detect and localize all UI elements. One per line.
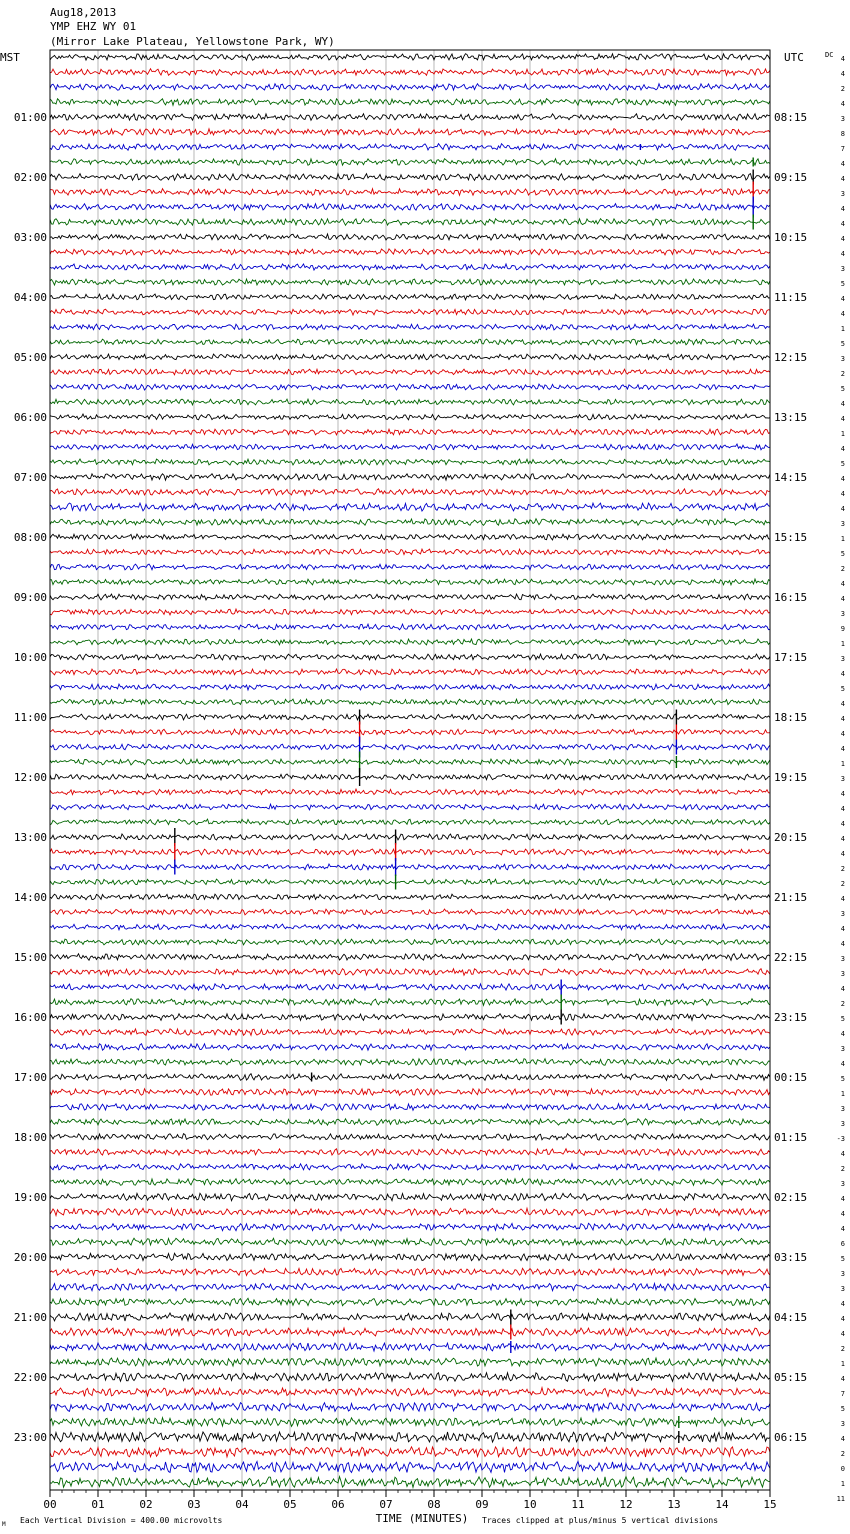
x-tick-label: 10 <box>523 1498 537 1511</box>
dc-offset-value: 1 <box>840 1360 845 1368</box>
trace-line <box>50 1343 770 1351</box>
dc-offset-value: 5 <box>840 280 845 288</box>
trace-line <box>50 1029 770 1036</box>
left-hour-label: 03:00 <box>13 231 47 244</box>
station-code: YMP EHZ WY 01 <box>50 20 137 33</box>
trace-line <box>50 969 770 976</box>
dc-offset-value: 2 <box>840 880 845 888</box>
dc-offset-value: 1 <box>840 535 845 543</box>
trace-line <box>50 1223 770 1230</box>
trace-line <box>50 909 770 915</box>
dc-offset-value: 4 <box>840 70 845 78</box>
trace-line <box>50 654 770 660</box>
dc-offset-value: 3 <box>840 910 845 918</box>
trace-line <box>50 204 770 211</box>
trace-line <box>50 339 770 345</box>
dc-offset-value: 4 <box>840 595 845 603</box>
dc-offset-value: 3 <box>840 970 845 978</box>
dc-offset-value: 4 <box>840 745 845 753</box>
dc-offset-value: 3 <box>840 190 845 198</box>
clip-note: Traces clipped at plus/minus 5 vertical divisions <box>482 1516 719 1525</box>
dc-offset-value: 4 <box>840 1375 845 1383</box>
x-axis-title: TIME (MINUTES) <box>375 1512 469 1525</box>
trace-line <box>50 744 770 750</box>
right-hour-label: 09:15 <box>774 171 808 184</box>
trace-line <box>50 879 770 885</box>
left-hour-label: 21:00 <box>13 1311 47 1324</box>
dc-offset-value: 4 <box>840 205 845 213</box>
trace-line <box>50 609 770 615</box>
trace-line <box>50 354 770 360</box>
dc-offset-value: 3 <box>840 115 845 123</box>
dc-offset-value: 3 <box>840 1420 845 1428</box>
left-hour-labels <box>14 111 47 1444</box>
dc-offset-value: 3 <box>840 775 845 783</box>
trace-line <box>50 1164 770 1170</box>
trace-line <box>50 429 770 435</box>
right-hour-label: 18:15 <box>774 711 808 724</box>
dc-offset-value: 3 <box>840 265 845 273</box>
trace-line <box>50 159 770 166</box>
right-hour-label: 02:15 <box>774 1191 808 1204</box>
left-hour-label: 12:00 <box>13 771 47 784</box>
dc-offset-value: 3 <box>840 1270 845 1278</box>
trace-line <box>50 864 770 870</box>
dc-offset-value: 4 <box>840 700 845 708</box>
trace-line <box>50 699 770 705</box>
dc-offset-value: 5 <box>840 1405 845 1413</box>
trace-line <box>50 1313 770 1321</box>
trace-line <box>50 819 770 825</box>
trace-line <box>50 309 770 315</box>
left-hour-label: 23:00 <box>13 1431 47 1444</box>
dc-offset-labels <box>837 55 845 1503</box>
dc-offset-value: 5 <box>840 1255 845 1263</box>
dc-offset-value: 3 <box>840 955 845 963</box>
trace-line <box>50 1149 770 1156</box>
trace-line <box>50 264 770 270</box>
dc-offset-value: 4 <box>840 1300 845 1308</box>
trace-line <box>50 939 770 945</box>
dc-offset-value: 3 <box>840 1045 845 1053</box>
trace-line <box>50 324 770 330</box>
dc-offset-value: 4 <box>840 850 845 858</box>
right-hour-label: 15:15 <box>774 531 808 544</box>
trace-line <box>50 129 770 136</box>
dc-offset-value: 4 <box>840 1195 845 1203</box>
trace-line <box>50 54 770 60</box>
x-tick-label: 02 <box>139 1498 153 1511</box>
left-hour-label: 07:00 <box>13 471 47 484</box>
left-hour-label: 06:00 <box>13 411 47 424</box>
trace-line <box>50 1089 770 1096</box>
left-hour-label: 20:00 <box>13 1251 47 1264</box>
dc-offset-value: 0 <box>840 1465 845 1473</box>
dc-offset-value: 4 <box>840 505 845 513</box>
trace-line <box>50 1373 770 1382</box>
dc-column-label: DC <box>825 51 834 59</box>
left-hour-label: 08:00 <box>13 531 47 544</box>
corner-mark: M <box>2 1521 6 1528</box>
dc-offset-value: 4 <box>840 175 845 183</box>
trace-line <box>50 1059 770 1066</box>
trace-line <box>50 474 770 480</box>
trace-line <box>50 624 770 630</box>
dc-offset-value: 4 <box>840 730 845 738</box>
x-tick-label: 12 <box>619 1498 633 1511</box>
right-hour-label: 13:15 <box>774 411 808 424</box>
dc-offset-value: 4 <box>840 985 845 993</box>
dc-offset-value: 4 <box>840 1210 845 1218</box>
trace-line <box>50 1447 770 1457</box>
trace-line <box>50 579 770 585</box>
dc-offset-value: 4 <box>840 715 845 723</box>
dc-offset-value: 4 <box>840 580 845 588</box>
trace-line <box>50 84 770 91</box>
dc-offset-value: 3 <box>840 1285 845 1293</box>
chart-date: Aug18,2013 <box>50 6 117 19</box>
right-hour-label: 14:15 <box>774 471 808 484</box>
dc-offset-value: 4 <box>840 235 845 243</box>
trace-line <box>50 759 770 765</box>
trace-line <box>50 174 770 181</box>
dc-offset-value: 1 <box>840 430 845 438</box>
dc-offset-value: 4 <box>840 310 845 318</box>
x-tick-label: 13 <box>667 1498 681 1511</box>
dc-offset-value: 3 <box>840 1120 845 1128</box>
dc-offset-value: 4 <box>840 475 845 483</box>
dc-offset-value: 5 <box>840 685 845 693</box>
x-tick-label: 15 <box>763 1498 777 1511</box>
dc-offset-value: 1 <box>840 640 845 648</box>
right-hour-label: 08:15 <box>774 111 808 124</box>
trace-line <box>50 114 770 121</box>
trace-line <box>50 1074 770 1081</box>
dc-offset-value: 4 <box>840 790 845 798</box>
trace-line <box>50 1283 770 1290</box>
x-tick-label: 00 <box>43 1498 57 1511</box>
left-hour-label: 11:00 <box>13 711 47 724</box>
left-hour-label: 18:00 <box>13 1131 47 1144</box>
dc-offset-value: 4 <box>840 1435 845 1443</box>
x-tick-label: 04 <box>235 1498 249 1511</box>
trace-line <box>50 414 770 420</box>
dc-offset-value: 4 <box>840 1225 845 1233</box>
trace-line <box>50 369 770 375</box>
right-hour-label: 01:15 <box>774 1131 808 1144</box>
right-hour-label: 17:15 <box>774 651 808 664</box>
trace-line <box>50 1014 770 1021</box>
trace-line <box>50 503 770 511</box>
trace-line <box>50 99 770 106</box>
right-hour-label: 20:15 <box>774 831 808 844</box>
dc-offset-value: 2 <box>840 1345 845 1353</box>
trace-line <box>50 1193 770 1200</box>
dc-offset-value: 5 <box>840 1075 845 1083</box>
trace-line <box>50 549 770 555</box>
trace-line <box>50 444 770 450</box>
right-hour-label: 21:15 <box>774 891 808 904</box>
right-hour-label: 05:15 <box>774 1371 808 1384</box>
dc-offset-value: 5 <box>840 340 845 348</box>
trace-line <box>50 834 770 840</box>
dc-offset-value: 2 <box>840 1000 845 1008</box>
dc-offset-value: 4 <box>840 1315 845 1323</box>
trace-line <box>50 639 770 645</box>
dc-offset-value: 3 <box>840 355 845 363</box>
dc-offset-value: 3 <box>840 520 845 528</box>
trace-line <box>50 1179 770 1186</box>
dc-offset-value: 1 <box>840 325 845 333</box>
dc-offset-value: 5 <box>840 1015 845 1023</box>
dc-offset-value: 4 <box>840 250 845 258</box>
trace-line <box>50 249 770 255</box>
dc-offset-value: 6 <box>840 1240 845 1248</box>
right-hour-label: 16:15 <box>774 591 808 604</box>
left-hour-label: 13:00 <box>13 831 47 844</box>
trace-line <box>50 1104 770 1111</box>
trace-line <box>50 519 770 526</box>
dc-offset-value: 4 <box>840 940 845 948</box>
x-tick-label: 07 <box>379 1498 393 1511</box>
left-hour-label: 10:00 <box>13 651 47 664</box>
dc-offset-value: -3 <box>836 1135 845 1143</box>
x-tick-label: 01 <box>91 1498 105 1511</box>
left-hour-label: 09:00 <box>13 591 47 604</box>
trace-line <box>50 1388 770 1397</box>
dc-offset-value: 4 <box>840 100 845 108</box>
trace-line <box>50 984 770 990</box>
trace-line <box>50 1418 770 1427</box>
dc-offset-value: 4 <box>840 1030 845 1038</box>
trace-line <box>50 384 770 390</box>
dc-offset-value: 8 <box>840 130 845 138</box>
trace-line <box>50 594 770 600</box>
trace-line <box>50 1432 770 1442</box>
right-hour-label: 10:15 <box>774 231 808 244</box>
trace-line <box>50 714 770 720</box>
left-hour-label: 19:00 <box>13 1191 47 1204</box>
trace-line <box>50 399 770 405</box>
trace-line <box>50 1268 770 1275</box>
trace-line <box>50 774 770 780</box>
dc-offset-value: 4 <box>840 895 845 903</box>
dc-offset-value: 5 <box>840 385 845 393</box>
trace-line <box>50 1238 770 1245</box>
right-timezone-label: UTC <box>784 51 804 64</box>
dc-offset-value: 4 <box>840 805 845 813</box>
trace-line <box>50 669 770 675</box>
trace-line <box>50 144 770 151</box>
left-hour-label: 22:00 <box>13 1371 47 1384</box>
dc-offset-value: 4 <box>840 1060 845 1068</box>
left-hour-label: 02:00 <box>13 171 47 184</box>
left-hour-label: 17:00 <box>13 1071 47 1084</box>
dc-offset-value: 4 <box>840 1330 845 1338</box>
trace-line <box>50 789 770 795</box>
left-hour-label: 05:00 <box>13 351 47 364</box>
right-hour-label: 12:15 <box>774 351 808 364</box>
dc-offset-value: 3 <box>840 1180 845 1188</box>
trace-line <box>50 219 770 226</box>
dc-offset-value: 2 <box>840 565 845 573</box>
trace-line <box>50 1298 770 1305</box>
right-hour-label: 00:15 <box>774 1071 808 1084</box>
dc-offset-value: 3 <box>840 1105 845 1113</box>
dc-offset-value: 4 <box>840 415 845 423</box>
x-tick-label: 14 <box>715 1498 729 1511</box>
trace-line <box>50 1461 770 1472</box>
trace-line <box>50 1358 770 1366</box>
dc-offset-value: 4 <box>840 160 845 168</box>
dc-offset-value: 4 <box>840 820 845 828</box>
left-hour-label: 04:00 <box>13 291 47 304</box>
trace-line <box>50 189 770 196</box>
left-timezone-label: MST <box>0 51 20 64</box>
dc-offset-value: 4 <box>840 400 845 408</box>
right-hour-label: 23:15 <box>774 1011 808 1024</box>
trace-line <box>50 534 770 540</box>
dc-offset-value: 1 <box>840 1480 845 1488</box>
dc-offset-value: 2 <box>840 1450 845 1458</box>
trace-line <box>50 999 770 1006</box>
x-tick-label: 06 <box>331 1498 345 1511</box>
trace-line <box>50 1477 770 1488</box>
left-hour-label: 14:00 <box>13 891 47 904</box>
dc-offset-value: 3 <box>840 655 845 663</box>
dc-offset-value: 5 <box>840 460 845 468</box>
dc-offset-value: 4 <box>840 835 845 843</box>
trace-line <box>50 279 770 285</box>
dc-offset-value: 4 <box>840 445 845 453</box>
dc-offset-value: 4 <box>840 220 845 228</box>
x-tick-label: 09 <box>475 1498 489 1511</box>
trace-line <box>50 1134 770 1141</box>
trace-line <box>50 1119 770 1126</box>
dc-offset-value: 7 <box>840 1390 845 1398</box>
right-hour-label: 06:15 <box>774 1431 808 1444</box>
x-tick-label: 03 <box>187 1498 201 1511</box>
right-hour-labels <box>774 111 807 1444</box>
trace-line <box>50 69 770 76</box>
dc-offset-value: 4 <box>840 1150 845 1158</box>
scale-note: Each Vertical Division = 400.00 microvolts <box>20 1516 223 1525</box>
dc-offset-value: 4 <box>840 670 845 678</box>
trace-line <box>50 564 770 570</box>
dc-offset-value: 2 <box>840 370 845 378</box>
dc-offset-value: 11 <box>836 1495 845 1503</box>
trace-line <box>50 849 770 855</box>
x-tick-label: 05 <box>283 1498 297 1511</box>
dc-offset-value: 4 <box>840 925 845 933</box>
trace-line <box>50 894 770 900</box>
station-location: (Mirror Lake Plateau, Yellowstone Park, WY) <box>50 35 335 48</box>
dc-offset-value: 2 <box>840 85 845 93</box>
x-tick-label: 08 <box>427 1498 441 1511</box>
dc-offset-value: 2 <box>840 865 845 873</box>
dc-offset-value: 3 <box>840 610 845 618</box>
dc-offset-value: 4 <box>840 295 845 303</box>
dc-offset-value: 7 <box>840 145 845 153</box>
dc-offset-value: 1 <box>840 760 845 768</box>
right-hour-label: 11:15 <box>774 291 808 304</box>
right-hour-label: 19:15 <box>774 771 808 784</box>
right-hour-label: 22:15 <box>774 951 808 964</box>
trace-line <box>50 1208 770 1215</box>
trace-line <box>50 459 770 465</box>
trace-line <box>50 729 770 735</box>
minute-gridlines <box>98 50 722 1490</box>
x-tick-label: 11 <box>571 1498 585 1511</box>
trace-line <box>50 1044 770 1051</box>
trace-line <box>50 1403 770 1412</box>
trace-line <box>50 954 770 961</box>
dc-offset-value: 2 <box>840 1165 845 1173</box>
trace-line <box>50 804 770 810</box>
dc-offset-value: 4 <box>840 55 845 63</box>
trace-line <box>50 1328 770 1336</box>
trace-line <box>50 489 770 496</box>
right-hour-label: 04:15 <box>774 1311 808 1324</box>
left-hour-label: 15:00 <box>13 951 47 964</box>
left-hour-label: 16:00 <box>13 1011 47 1024</box>
dc-offset-value: 9 <box>840 625 845 633</box>
left-hour-label: 01:00 <box>13 111 47 124</box>
dc-offset-value: 4 <box>840 490 845 498</box>
x-axis <box>43 1490 776 1511</box>
trace-line <box>50 294 770 300</box>
dc-offset-value: 1 <box>840 1090 845 1098</box>
trace-line <box>50 234 770 240</box>
seismic-traces <box>50 54 770 1488</box>
dc-offset-value: 5 <box>840 550 845 558</box>
trace-line <box>50 924 770 930</box>
trace-line <box>50 684 770 690</box>
trace-line <box>50 1253 770 1260</box>
right-hour-label: 03:15 <box>774 1251 808 1264</box>
